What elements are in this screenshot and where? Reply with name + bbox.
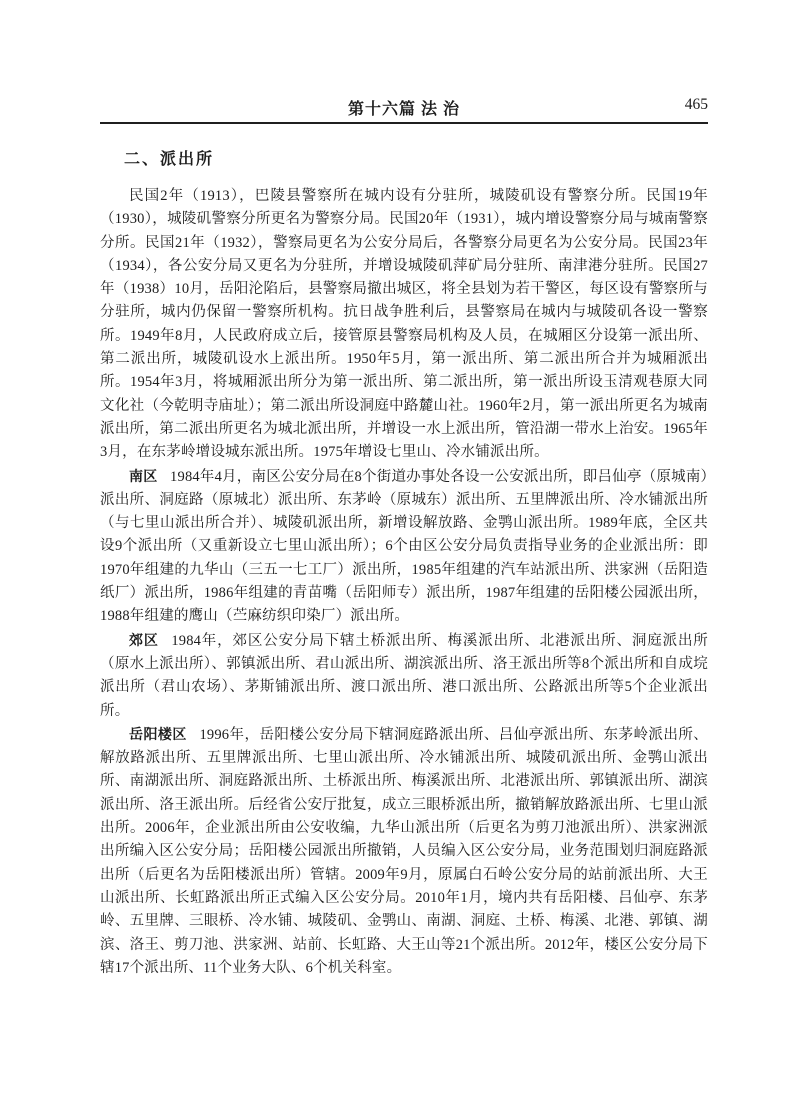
paragraph-lead: 南区 bbox=[129, 467, 158, 484]
page-number: 465 bbox=[684, 96, 708, 113]
paragraph bbox=[100, 723, 708, 980]
paragraph-lead: 岳阳楼区 bbox=[129, 725, 187, 742]
text-column bbox=[100, 96, 708, 980]
chapter-title: 第十六篇 法 治 bbox=[347, 101, 460, 118]
running-head bbox=[100, 96, 708, 118]
paragraph-text: 1996年，岳阳楼公安分局下辖洞庭路派出所、吕仙亭派出所、东茅岭派出所、解放路派出所、五里牌派出所、七里山派出所、冷水铺派出所、城陵矶派出所、金鹗山派出所、南湖派出所、洞庭路派出所、土桥派出所、梅溪派出所、北港派出所、郭镇派出所、湖滨派出所、洛王派出所。后经省公安厅批复，成立三眼桥派出所，撤销解放路派出所、七里山派出所。2006年，企业派出所由公安收编，九华山派出所（后更名为剪刀池派出所）、洪家洲派出所编入区公安分局；岳阳楼公园派出所撤销，人员编入区公安分局，业务范围划归洞庭路派出所（后更名为岳阳楼派出所）管辖。2009年9月，原属白石岭公安分局的站前派出所、大王山派出所、长虹路派出所正式编入区公安分局。2010年1月，境内共有岳阳楼、吕仙亭、东茅岭、五里牌、三眼桥、冷水铺、城陵矶、金鹗山、南湖、洞庭、土桥、梅溪、北港、郭镇、湖滨、洛王、剪刀池、洪家洲、站前、长虹路、大王山等21个派出所。2012年，楼区公安分局下辖17个派出所、11个业务大队、6个机关科室。 bbox=[100, 726, 708, 976]
paragraph-lead: 郊区 bbox=[129, 631, 159, 648]
body-text bbox=[100, 185, 708, 980]
paragraph-text: 1984年4月，南区公安分局在8个街道办事处各设一公安派出所，即吕仙亭（原城南）派出所、洞庭路（原城北）派出所、东茅岭（原城东）派出所、五里牌派出所、冷水铺派出所（与七里山派出所合并）、城陵矶派出所，新增设解放路、金鹗山派出所。1989年底，全区共设9个派出所（又重新设立七里山派出所）；6个由区公安分局负责指导业务的企业派出所：即1970年组建的九华山（三五一七工厂）派出所，1985年组建的汽车站派出所、洪家洲（岳阳造纸厂）派出所，1986年组建的青苗嘴（岳阳师专）派出所，1987年组建的岳阳楼公园派出所，1988年组建的鹰山（苎麻纺织印染厂）派出所。 bbox=[100, 468, 709, 625]
paragraph bbox=[100, 629, 708, 723]
paragraph bbox=[100, 465, 708, 629]
section-heading: 二、派出所 bbox=[124, 151, 215, 168]
paragraph-text: 1984年，郊区公安分局下辖土桥派出所、梅溪派出所、北港派出所、洞庭派出所（原水上派出所）、郭镇派出所、君山派出所、湖滨派出所、洛王派出所等8个派出所和自成垸派出所（君山农场）、茅斯铺派出所、渡口派出所、港口派出所、公路派出所等5个企业派出所。 bbox=[100, 632, 708, 719]
header-rule bbox=[100, 122, 708, 124]
paragraph-text: 民国2年（1913），巴陵县警察所在城内设有分驻所，城陵矶设有警察分所。民国19年（1930），城陵矶警察分所更名为警察分局。民国20年（1931），城内增设警察分局与城南警察分所。民国21年（1932），警察局更名为公安分局后，各警察分局更名为公安分局。民国23年（1934），各公安分局又更名为分驻所，并增设城陵矶萍矿局分驻所、南津港分驻所。民国27年（1938）10月，岳阳沦陷后，县警察局撤出城区，将全县划为若干警区，每区设有警察所与分驻所，城内仍保留一警察所机构。抗日战争胜利后，县警察局在城内与城陵矶各设一警察所。1949年8月，人民政府成立后，接管原县警察局机构及人员，在城厢区分设第一派出所、第二派出所，城陵矶设水上派出所。1950年5月，第一派出所、第二派出所合并为城厢派出所。1954年3月，将城厢派出所分为第一派出所、第二派出所，第一派出所设玉清观巷原大同文化社（今乾明寺庙址）；第二派出所设洞庭中路麓山社。1960年2月，第一派出所更名为城南派出所，第二派出所更名为城北派出所，并增设一水上派出所，管沿湖一带水上治安。1965年3月，在东茅岭增设城东派出所。1975年增设七里山、冷水铺派出所。 bbox=[100, 188, 708, 461]
paragraph bbox=[100, 185, 708, 465]
